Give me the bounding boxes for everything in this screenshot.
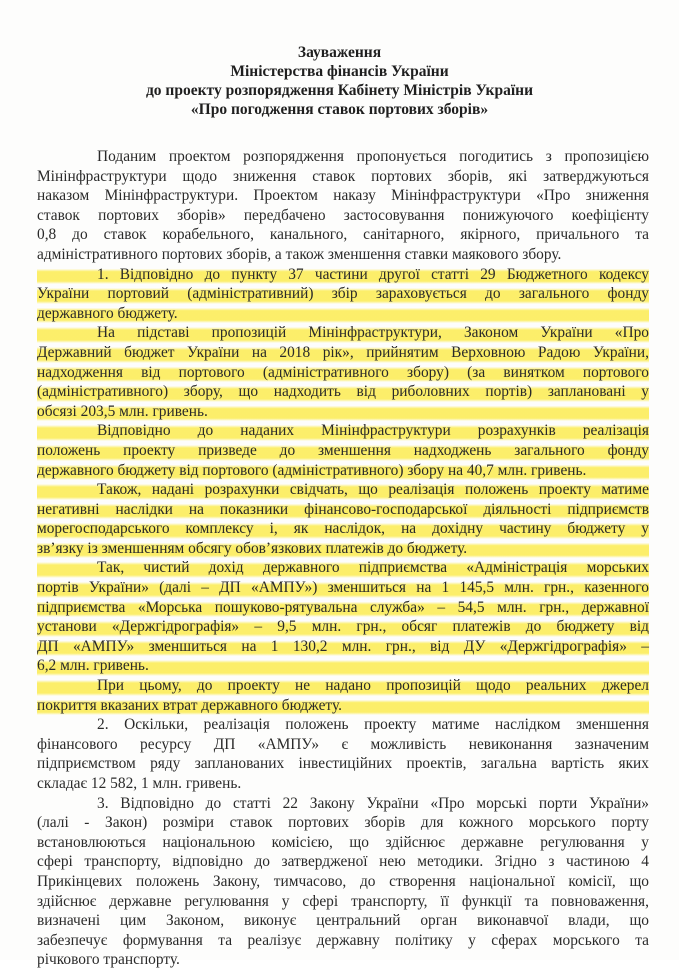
- text-line: (лалі - Закон) розміри ставок портових зборів для кожного морського порту: [37, 814, 649, 832]
- text-line: визначені цим Законом, виконує центральний орган виконавчої влади, що: [37, 912, 649, 930]
- highlighted-paragraph: [37, 265, 649, 324]
- text-line: сфері транспорту, відповідно до затвердженої нею методики. Згідно з частиною 4: [37, 853, 649, 871]
- text-line: фінансового ресурсу ДП «АМПУ» є можливість невиконання зазначеним: [37, 735, 649, 753]
- text-line: 2. Оскільки, реалізація положень проекту матиме наслідком зменшення: [97, 716, 649, 734]
- highlighted-paragraph: [37, 480, 649, 558]
- text-line: 3. Відповідно до статті 22 Закону України «Про морські порти України»: [97, 794, 649, 812]
- text-line: державного бюджету від портового (адміністративного) збору на 40,7 млн. гривень.: [37, 461, 649, 481]
- text-line: Поданим проектом розпорядження пропонується погодитись з пропозицією: [97, 148, 649, 165]
- text-line: Так, чистий дохід державного підприємства «Адміністрація морських: [37, 558, 649, 578]
- title-line-3: до проекту розпорядження Кабінету Міністрів України: [145, 82, 534, 99]
- text-line: 1. Відповідно до пункту 37 частини другої статті 29 Бюджетного кодексу: [37, 265, 649, 285]
- title-line-1: Зауваження: [297, 44, 382, 61]
- title-line-2: Міністерства фінансів України: [230, 63, 449, 80]
- document-body: [37, 147, 649, 970]
- text-line: забезпечує формування та реалізує державну політику у сферах морського та: [37, 931, 649, 949]
- paragraph: [37, 715, 649, 793]
- text-line: України портовий (адміністративний) збір зараховується до загального фонду: [37, 285, 649, 303]
- text-line: 0,8 до ставок корабельного, канального, санітарного, якірного, причального та: [37, 226, 649, 244]
- text-line: річкового транспорту.: [37, 951, 180, 969]
- text-line: При цьому, до проекту не надано пропозицій щодо реальних джерел: [37, 676, 649, 696]
- paragraph: [37, 147, 649, 265]
- text-line: Мінінфраструктури щодо зниження ставок портових зборів, які затверджуються: [37, 167, 649, 185]
- text-line: встановлюються національною комісією, що здійснює державне регулювання у: [37, 833, 649, 851]
- text-line: підприємством ряду запланованих інвестиційних проектів, загальна вартість яких: [37, 755, 649, 773]
- title-line-4: «Про погодження ставок портових зборів»: [190, 101, 489, 118]
- highlighted-paragraph: [37, 558, 649, 676]
- text-line: Прикінцевих положень Закону, тимчасово, до створення національної комісії, що: [37, 872, 649, 890]
- text-line: (адміністративного) збору, що надходить від риболовних портів) заплановані у: [37, 383, 649, 401]
- document-title: [0, 43, 679, 119]
- highlighted-paragraph: [37, 421, 649, 480]
- text-line: підприємства «Морська пошуково-рятувальна служба» – 54,5 млн. грн., державної: [37, 598, 649, 616]
- text-line: портів України» (далі – ДП «АМПУ») зменшиться на 1 145,5 млн. грн., казенного: [37, 579, 649, 597]
- highlighted-paragraph: [37, 323, 649, 421]
- text-line: негативні наслідки на показники фінансово-господарської діяльності підприємств: [37, 500, 649, 518]
- text-line: наказом Мінінфраструктури. Проектом наказу Мінінфраструктури «Про зниження: [37, 187, 649, 205]
- text-line: установи «Держгідрографія» – 9,5 млн. грн., обсяг платежів до бюджету від: [37, 618, 649, 636]
- text-line: Державний бюджет України на 2018 рік», прийнятим Верховною Радою України,: [37, 343, 649, 361]
- text-line: 6,2 млн. гривень.: [37, 656, 649, 676]
- text-line: зв’язку із зменшенням обсягу обов’язкових платежів до бюджету.: [37, 539, 649, 559]
- highlighted-paragraph: [37, 676, 649, 715]
- text-line: На підставі пропозицій Мінінфраструктури, Законом України «Про: [37, 323, 649, 343]
- text-line: Відповідно до наданих Мінінфраструктури розрахунків реалізація: [37, 421, 649, 441]
- text-line: положень проекту призведе до зменшення надходжень загального фонду: [37, 441, 649, 459]
- text-line: складає 12 582, 1 млн. гривень.: [37, 775, 242, 792]
- text-line: ДП «АМПУ» зменшиться на 1 130,2 млн. грн., від ДУ «Держгідрографія» –: [37, 637, 649, 655]
- text-line: адміністративного портових зборів, а також зменшення ставки маякового збору.: [37, 245, 562, 263]
- text-line: обсязі 203,5 млн. гривень.: [37, 402, 649, 422]
- text-line: ставок портових зборів» передбачено застосовування понижуючого коефіцієнту: [37, 206, 649, 224]
- text-line: Також, надані розрахунки свідчать, що реалізація положень проекту матиме: [37, 480, 649, 500]
- text-line: покриття вказаних втрат державного бюджету.: [37, 696, 649, 716]
- text-line: надходження від портового (адміністративного збору) (за винятком портового: [37, 363, 649, 381]
- paragraph: [37, 794, 649, 970]
- text-line: морегосподарського комплексу і, як наслідок, на дохідну частину бюджету у: [37, 520, 649, 538]
- text-line: здійснює державне регулювання у сфері транспорту, її функції та повноваження,: [37, 892, 649, 910]
- text-line: державного бюджету.: [37, 304, 649, 324]
